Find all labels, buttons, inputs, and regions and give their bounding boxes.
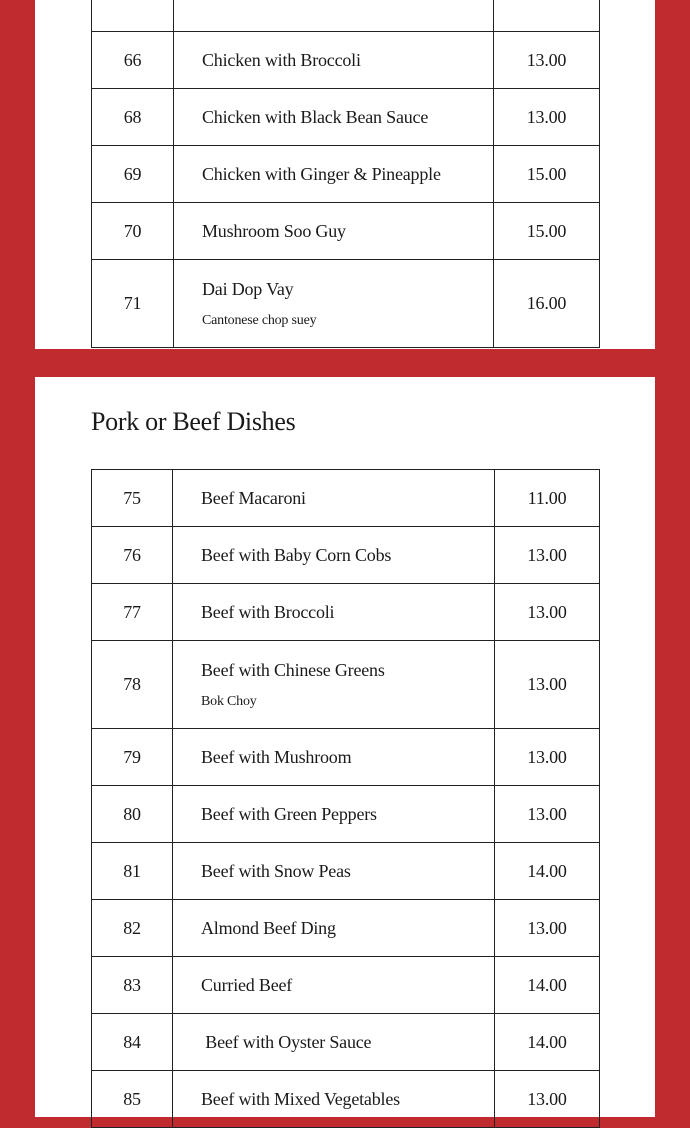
item-name-cell bbox=[173, 584, 495, 641]
menu-row bbox=[92, 527, 600, 584]
menu-row bbox=[92, 1014, 600, 1071]
item-name: Dai Dop Vay bbox=[202, 278, 294, 299]
menu-table bbox=[91, 0, 600, 348]
item-number: 66 bbox=[92, 32, 174, 89]
item-name: Chicken with Broccoli bbox=[202, 49, 361, 70]
item-name: Beef with Oyster Sauce bbox=[201, 1031, 372, 1052]
item-name-cell bbox=[174, 260, 494, 348]
item-price: 13.00 bbox=[495, 786, 600, 843]
item-name: Beef with Baby Corn Cobs bbox=[201, 544, 392, 565]
item-price: 13.00 bbox=[495, 1071, 600, 1128]
item-name-cell bbox=[174, 203, 494, 260]
item-name-cell bbox=[173, 641, 495, 729]
item-name: Beef with Snow Peas bbox=[201, 860, 351, 881]
item-price: 14.00 bbox=[495, 1014, 600, 1071]
section-title: Pork or Beef Dishes bbox=[91, 407, 296, 436]
item-name-cell bbox=[173, 843, 495, 900]
item-name-cell bbox=[173, 1071, 495, 1128]
menu-table bbox=[91, 469, 600, 1128]
item-price: 15.00 bbox=[494, 146, 600, 203]
item-number: 70 bbox=[92, 203, 174, 260]
item-name-cell bbox=[174, 89, 494, 146]
menu-row bbox=[92, 900, 600, 957]
item-number: 78 bbox=[92, 641, 173, 729]
item-name-cell bbox=[174, 146, 494, 203]
item-number bbox=[92, 0, 174, 32]
menu-section-card bbox=[35, 377, 655, 1117]
menu-row bbox=[92, 470, 600, 527]
item-number: 79 bbox=[92, 729, 173, 786]
item-number: 81 bbox=[92, 843, 173, 900]
item-price: 13.00 bbox=[494, 32, 600, 89]
item-name-cell bbox=[173, 729, 495, 786]
item-name: Curried Beef bbox=[201, 974, 293, 995]
item-price: 13.00 bbox=[495, 527, 600, 584]
item-name: Beef with Mixed Vegetables bbox=[201, 1088, 400, 1109]
menu-row bbox=[92, 260, 600, 348]
item-name-cell bbox=[174, 0, 494, 32]
item-name-cell bbox=[173, 900, 495, 957]
menu-row bbox=[92, 843, 600, 900]
item-number: 76 bbox=[92, 527, 173, 584]
item-price: 11.00 bbox=[495, 470, 600, 527]
menu-row bbox=[92, 203, 600, 260]
item-name: Chicken with Black Bean Sauce bbox=[202, 106, 429, 127]
item-price bbox=[494, 0, 600, 32]
item-name: Beef with Chinese Greens bbox=[201, 659, 385, 680]
item-note: Bok Choy bbox=[201, 693, 257, 709]
menu-row bbox=[92, 641, 600, 729]
item-name: Almond Beef Ding bbox=[201, 917, 336, 938]
menu-row bbox=[92, 584, 600, 641]
item-price: 13.00 bbox=[494, 89, 600, 146]
item-price: 15.00 bbox=[494, 203, 600, 260]
menu-section-card bbox=[35, 0, 655, 349]
menu-row bbox=[92, 729, 600, 786]
menu-row bbox=[92, 1071, 600, 1128]
menu-row bbox=[92, 32, 600, 89]
item-number: 69 bbox=[92, 146, 174, 203]
item-name: Beef Macaroni bbox=[201, 487, 306, 508]
item-price: 14.00 bbox=[495, 957, 600, 1014]
item-number: 85 bbox=[92, 1071, 173, 1128]
item-price: 16.00 bbox=[494, 260, 600, 348]
item-name-cell bbox=[174, 32, 494, 89]
item-name-cell bbox=[173, 957, 495, 1014]
menu-row bbox=[92, 89, 600, 146]
item-name: Beef with Mushroom bbox=[201, 746, 352, 767]
menu-row bbox=[92, 0, 600, 32]
item-price: 13.00 bbox=[495, 641, 600, 729]
item-price: 13.00 bbox=[495, 900, 600, 957]
menu-row bbox=[92, 786, 600, 843]
item-number: 68 bbox=[92, 89, 174, 146]
item-price: 13.00 bbox=[495, 729, 600, 786]
item-number: 82 bbox=[92, 900, 173, 957]
item-name-cell bbox=[173, 527, 495, 584]
item-number: 75 bbox=[92, 470, 173, 527]
item-name: Beef with Broccoli bbox=[201, 601, 335, 622]
item-price: 14.00 bbox=[495, 843, 600, 900]
item-name-cell bbox=[173, 470, 495, 527]
item-name-cell bbox=[173, 1014, 495, 1071]
item-number: 83 bbox=[92, 957, 173, 1014]
item-number: 84 bbox=[92, 1014, 173, 1071]
item-number: 71 bbox=[92, 260, 174, 348]
item-name: Chicken with Ginger & Pineapple bbox=[202, 163, 441, 184]
item-number: 80 bbox=[92, 786, 173, 843]
item-name-cell bbox=[173, 786, 495, 843]
menu-row bbox=[92, 146, 600, 203]
menu-row bbox=[92, 957, 600, 1014]
item-note: Cantonese chop suey bbox=[202, 312, 317, 328]
item-name: Mushroom Soo Guy bbox=[202, 220, 346, 241]
item-name: Beef with Green Peppers bbox=[201, 803, 377, 824]
item-number: 77 bbox=[92, 584, 173, 641]
item-price: 13.00 bbox=[495, 584, 600, 641]
